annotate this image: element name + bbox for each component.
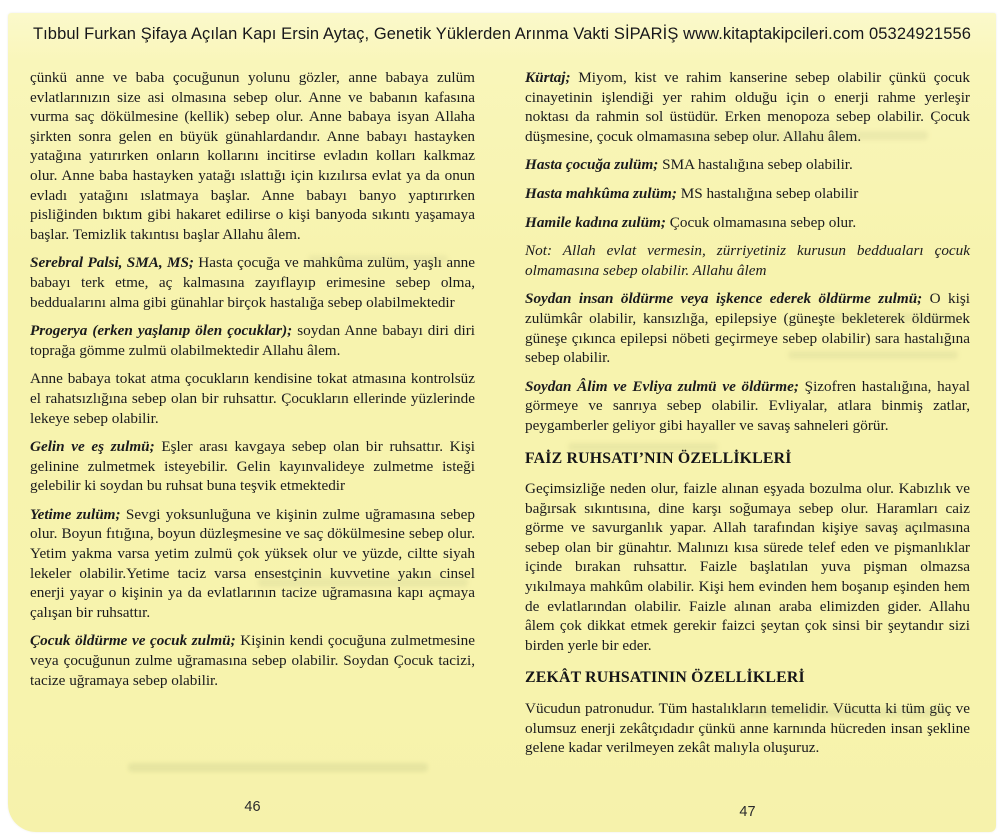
paragraph [525, 377, 970, 436]
note-paragraph [525, 241, 970, 280]
paragraph-text: Şizofren hastalığına, hayal görmeye ve sanrıya sebep olabilir. Evliyalar, atlara binmiş zatlar, peygamberler geliyor gibi hayaller ve savaş sahneleri görür. [525, 377, 970, 434]
paragraph-text: O kişi zulümkâr olabilir, kansızlığa, epilepsiye (güneşte bekleterek öldürmek güneşe çıkınca epilepsi nöbeti geçirmeye sebep olabilir) sara hastalığına sebep olabilir. [525, 290, 970, 367]
header-text: Tıbbul Furkan Şifaya Açılan Kapı Ersin Aytaç, Genetik Yüklerden Arınma Vakti SİPARİŞ www.kitaptakipcileri.com 05324921556 [32, 24, 972, 43]
paragraph-text: Miyom, kist ve rahim kanserine sebep olabilir çünkü çocuk cinayetinin işlendiği yer rahim olduğu için o enerji rahme yerleşir noktası da rahmin sol üstüdür. Erken menopoza sebep olabilir. Çocuk düşmesine, çocuk olmamasına sebep olur. Allahu âlem. [525, 69, 970, 145]
paragraph-lead: Hasta mahkûma zulüm; [525, 184, 677, 202]
paragraph-text: MS hastalığına sebep olabilir [676, 184, 859, 202]
paragraph [525, 155, 970, 175]
paragraph-text: Çocuk olmamasına sebep olur. [665, 213, 857, 231]
paragraph-lead: Hamile kadına zulüm; [525, 213, 666, 231]
paragraph-text: soydan Anne babayı diri diri toprağa gömme zulmü olabilmektedir Allahu âlem. [30, 322, 476, 359]
paragraph-text: Sevgi yoksunluğuna ve kişinin zulme uğramasına sebep olur. Boyun fıtığına, boyun düzleşmesine ve saç dökülmesine sebep olur. Yetim yakma varsa yetim zulmü çok yüksek olur ve yüzde, ciltte siyah lekeler olabilir.Yetime taciz varsa ensestçinin kuvvetine yakın cinsel enerji yayar o kişinin ya da evlatlarının tacize uğramasına kapı açmaya çalışan bir ruhsattır. [30, 505, 475, 621]
page-header [8, 13, 996, 55]
section-heading-faiz: FAİZ RUHSATI’NIN ÖZELLİKLERİ [525, 449, 792, 467]
paragraph [30, 253, 475, 312]
paragraph [30, 437, 475, 496]
paragraph [525, 289, 970, 367]
paragraph-lead: Kürtaj; [525, 69, 571, 86]
paragraph [525, 184, 970, 204]
paragraph-text: Hasta çocuğa ve mahkûma zulüm, yaşlı anne babayı terk etme, aç kalmasına zayıflayıp erimesine sebep olma, beddualarını alma gibi günahlar birçok hastalığa sebep olabilmektedir [30, 254, 475, 311]
paragraph-text: Eşler arası kavgaya sebep olan bir ruhsattır. Kişi gelinine zulmetmek isteyebilir. Gelin kayınvalideye zulmetme isteği gelebilir ki soydan bu ruhsat buna teşvik etmektedir [30, 438, 476, 495]
section-body-faiz: Geçimsizliğe neden olur, faizle alınan eşyada bozulma olur. Kabızlık ve bağırsak sıkıntısına, dine karşı soğumaya sebep olur. Haramları caiz görme ve savurganlık yapar. Allah tarafından kişiye savaş açılmasına sebep olan bir günahtır. Malınızı kısa sürede telef eden ve pişmanlıklar içinde bırakan ruhsattır. Faizle başlatılan yuva pişman olmazsa yıkılmaya mahkûm olabilir. Kişi hem evinden hem boşanıp eşinden hem de evlatlarından olabilir. Faizle alınan araba elimizden gider. Allahu âlem çok dikkat etmek gerekir faizci şeytan çok sinsi bir şeytandır sizi birden yerle bir eder. [525, 480, 970, 654]
paragraph [525, 68, 970, 146]
paragraph-lead: Serebral Palsi, SMA, MS; [30, 254, 194, 272]
left-page [30, 68, 475, 767]
two-page-spread [8, 55, 996, 767]
page-number-right: 47 [739, 804, 756, 820]
scanned-book-page [8, 13, 996, 832]
paragraph-text: : Allah evlat vermesin, zürriyetiniz kurusun bedduaları çocuk olmamasına sebep olabilir. Allahu âlem [525, 242, 970, 279]
section-body-zekat: Vücudun patronudur. Tüm hastalıkların temelidir. Vücutta ki tüm güç ve olumsuz enerji zekâtçıdadır çünkü anne karnında hücreden insan şekline gelene kadar verilmeyen zekât malıyla oluşuruz. [525, 700, 970, 757]
paragraph-lead: Gelin ve eş zulmü; [30, 438, 155, 456]
section-heading-zekat: ZEKÂT RUHSATININ ÖZELLİKLERİ [525, 669, 805, 687]
paragraph [30, 505, 475, 623]
paragraph-text: Anne babaya tokat atma çocukların kendisine tokat atmasına kontrolsüz el rahatsızlığına sebep olan bir ruhsattır. Çocukların ellerinde yüzlerinde lekeye sebep olabilir. [30, 370, 475, 427]
paragraph [30, 321, 475, 360]
paragraph-lead: Soydan Âlim ve Evliya zulmü ve öldürme; [525, 377, 799, 395]
paragraph-text: Kişinin kendi çocuğuna zulmetmesine veya çocuğunun zulme uğramasına sebep olabilir. Soydan Çocuk tacizi, tacize uğramaya sebep olabilir. [30, 632, 475, 689]
paragraph [30, 631, 475, 690]
paragraph [525, 213, 970, 233]
paragraph-lead: Yetime zulüm; [30, 505, 121, 523]
paragraph-lead: Progerya (erken yaşlanıp ölen çocuklar); [30, 322, 293, 340]
note-lead: Not [525, 242, 547, 260]
page-number-left: 46 [244, 799, 261, 815]
paragraph-lead: Çocuk öldürme ve çocuk zulmü; [30, 632, 236, 650]
right-page [525, 68, 970, 767]
paragraph-lead: Hasta çocuğa zulüm; [525, 156, 659, 174]
paragraph-text: SMA hastalığına sebep olabilir. [658, 156, 853, 174]
paragraph [30, 369, 475, 428]
paragraph-text: çünkü anne ve baba çocuğunun yolunu gözler, anne babaya zulüm evlatlarınızın size asi olmasına sebep olur. Anne ve babanın kafasına vurma saç dökülmesine (kellik) sebep olur. Anne babaya isyan Allaha şirkten sonra gelen en büyük günahlardandır. Anne babayı hastayken yatağına yatırırken onların kollarını incitirse evladın kolları kalkmaz olur. Anne baba hastayken yatağı ıslattığı için kızılırsa evlat ya da onun evladı yatağını ıslatmaya başlar. Anne babayı banyo yaptırırken pisliğinden bıktım gibi hakaret edilirse o kişi banyoda sıkıntı yaşamaya başlar. Temizlik takıntısı başlar Allahu âlem. [30, 69, 475, 243]
paragraph [30, 68, 475, 244]
paragraph-lead: Soydan insan öldürme veya işkence ederek öldürme zulmü; [525, 290, 923, 308]
